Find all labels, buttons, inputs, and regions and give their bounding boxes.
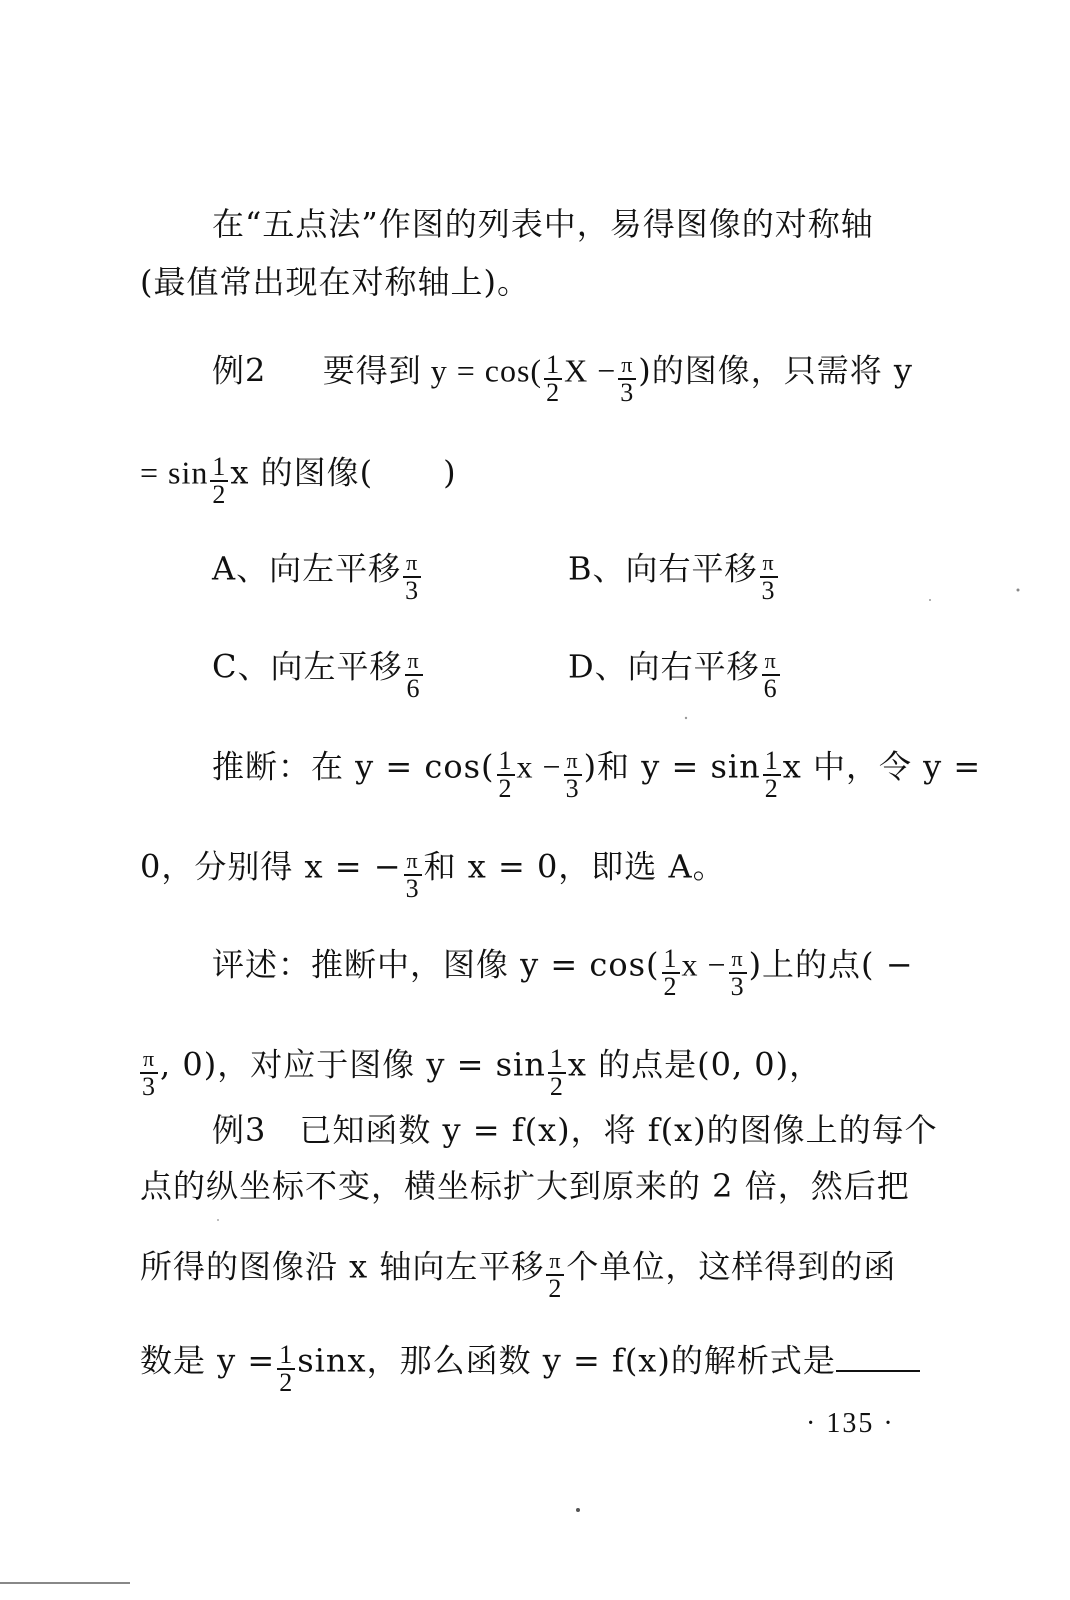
inference-l2-pre: 0，分别得 x = − <box>140 847 402 886</box>
fraction-pi-half: $\frac{\pi}{2}$ <box>548 1248 563 1303</box>
fraction-one-half: $\frac{1}{2}$ <box>212 452 227 509</box>
example2-q1-pre: 要得到 y = cos( <box>322 352 543 389</box>
fraction-one-half: $\frac{1}{2}$ <box>498 746 513 803</box>
fraction-pi-third: $\frac{\pi}{3}$ <box>620 352 635 407</box>
option-c <box>212 642 425 703</box>
inference-line1 <box>212 742 982 803</box>
fraction-pi-third: $\frac{\pi}{3}$ <box>565 748 580 803</box>
example2-q2-pre: = sin <box>140 454 209 491</box>
fraction-one-half: $\frac{1}{2}$ <box>549 1044 564 1101</box>
example2-line1 <box>212 346 913 407</box>
example3-line1-text: 例3 已知函数 y = f(x)，将 f(x)的图像上的每个 <box>212 1111 938 1149</box>
inference-l2-post: 和 x = 0，即选 A。 <box>423 847 726 886</box>
example2-q1-post: )的图像，只需将 y <box>638 351 913 390</box>
inference-line2 <box>140 842 726 903</box>
fraction-one-half: $\frac{1}{2}$ <box>279 1340 294 1397</box>
example3-line2-text: 点的纵坐标不变，横坐标扩大到原来的 2 倍，然后把 <box>140 1167 910 1205</box>
example2-q2-post: x 的图像( <box>230 453 374 492</box>
fraction-pi-third: $\frac{\pi}{3}$ <box>405 550 420 605</box>
fraction-one-half: $\frac{1}{2}$ <box>546 350 561 407</box>
option-b-text: B、向右平移 <box>568 549 758 588</box>
example2-label: 例2 <box>212 351 267 390</box>
example3-line3 <box>140 1242 897 1303</box>
option-d <box>568 642 782 703</box>
comment-l1-mid: x − <box>681 946 727 983</box>
example2-q2-close: ) <box>443 453 457 492</box>
fraction-pi-third: $\frac{\pi}{3}$ <box>730 946 745 1001</box>
fraction-pi-third: $\frac{\pi}{3}$ <box>405 848 420 903</box>
option-a-text: A、向左平移 <box>212 549 402 588</box>
option-a <box>212 544 423 605</box>
fraction-pi-third: $\frac{\pi}{3}$ <box>761 550 776 605</box>
example3-line3-pre: 所得的图像沿 x 轴向左平移 <box>140 1247 545 1286</box>
fraction-pi-sixth: $\frac{\pi}{6}$ <box>763 648 778 703</box>
para1-line1-text: 在“五点法”作图的列表中，易得图像的对称轴 <box>212 205 874 243</box>
example3-line4 <box>140 1336 920 1397</box>
para1-line2-text: (最值常出现在对称轴上)。 <box>140 263 530 301</box>
fraction-pi-sixth: $\frac{\pi}{6}$ <box>406 648 421 703</box>
example2-q1-x: X − <box>564 352 617 389</box>
fraction-one-half: $\frac{1}{2}$ <box>764 746 779 803</box>
para1-line1 <box>212 204 874 244</box>
inference-l1-mid2: )和 y = sin <box>583 747 761 786</box>
example3-line4-pre: 数是 y = <box>140 1341 276 1380</box>
comment-l2-post: x 的点是(0, 0)， <box>567 1045 823 1084</box>
inference-l1-mid1: x − <box>516 748 562 785</box>
inference-l1-pre: 推断：在 y = cos( <box>212 747 495 786</box>
example3-line4-post: sinx，那么函数 y = f(x)的解析式是 <box>297 1341 836 1380</box>
comment-line1 <box>212 940 914 1001</box>
option-b <box>568 544 780 605</box>
para1-line2 <box>140 262 530 302</box>
answer-blank <box>836 1342 920 1372</box>
comment-line2 <box>140 1040 823 1101</box>
option-c-text: C、向左平移 <box>212 647 403 686</box>
fraction-one-half: $\frac{1}{2}$ <box>663 944 678 1001</box>
page-number: · 135 · <box>806 1408 895 1439</box>
example3-line1 <box>212 1110 938 1150</box>
option-d-text: D、向右平移 <box>568 647 760 686</box>
comment-l1-pre: 评述：推断中，图像 y = cos( <box>212 945 660 984</box>
inference-l1-post: x 中，令 y = <box>782 747 982 786</box>
example3-line3-post: 个单位，这样得到的函 <box>566 1247 897 1286</box>
fraction-pi-third: $\frac{\pi}{3}$ <box>142 1046 156 1101</box>
example3-line2 <box>140 1166 910 1206</box>
example2-line2 <box>140 448 457 509</box>
comment-l1-post: )上的点( − <box>748 945 914 984</box>
comment-l2-mid: , 0)，对应于图像 y = sin <box>160 1045 546 1084</box>
